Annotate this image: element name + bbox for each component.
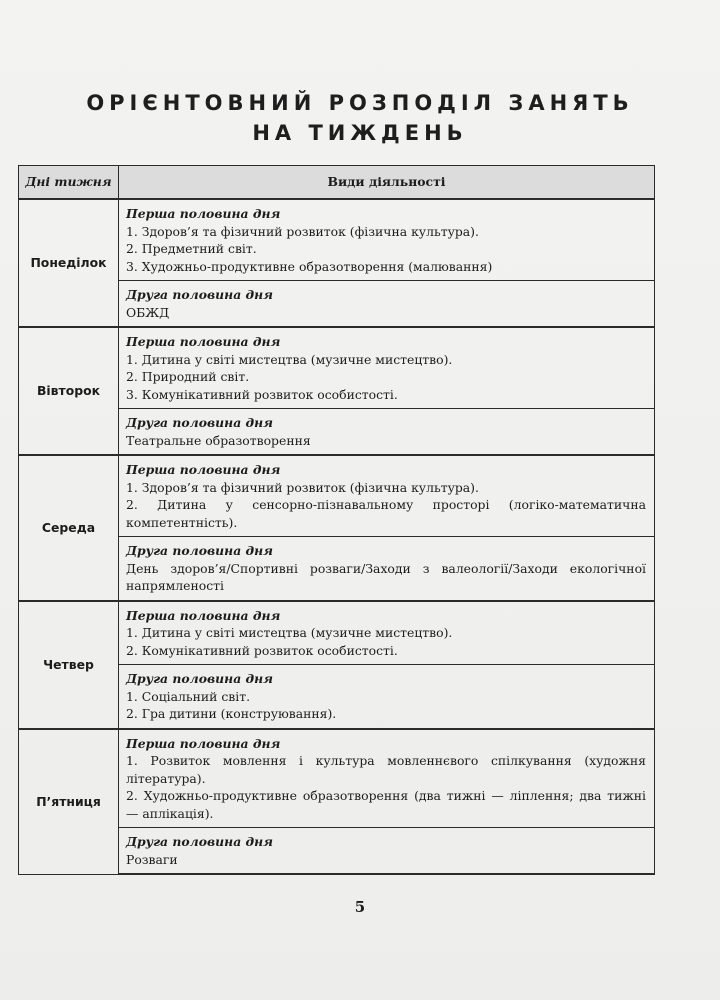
- page-number: 5: [354, 898, 366, 916]
- table-row: [19, 199, 655, 281]
- second-half-cell: [119, 665, 655, 729]
- day-cell-wednesday: Середа: [19, 455, 119, 601]
- activity-item: 2. Художньо-продуктивне образотворення (два тижні — ліплення; два тижні — аплікація).: [126, 788, 646, 821]
- title-line-2: НА ТИЖДЕНЬ: [252, 121, 468, 145]
- first-half-label: Перша половина дня: [126, 334, 281, 349]
- table-row: [19, 327, 655, 409]
- first-half-cell: [119, 729, 655, 828]
- second-half-cell: [119, 537, 655, 601]
- day-cell-monday: Понеділок: [19, 199, 119, 327]
- table-row: [19, 729, 655, 828]
- activity-item: 2. Дитина у сенсорно-пізнавальному просторі (логіко-математична компетентність).: [126, 497, 646, 530]
- activity-item: 1. Здоров’я та фізичний розвиток (фізична культура).: [126, 479, 479, 495]
- second-half-label: Друга половина дня: [126, 415, 274, 430]
- second-half-cell: [119, 409, 655, 456]
- first-half-label: Перша половина дня: [126, 462, 281, 477]
- second-half-label: Друга половина дня: [126, 543, 274, 558]
- day-cell-friday: П’ятниця: [19, 729, 119, 875]
- first-half-cell: [119, 327, 655, 409]
- title-line-1: ОРІЄНТОВНИЙ РОЗПОДІЛ ЗАНЯТЬ: [86, 91, 634, 115]
- activity-item: 1. Дитина у світі мистецтва (музичне мистецтво).: [126, 625, 453, 640]
- first-half-cell: [119, 199, 655, 281]
- activity-item: 3. Художньо-продуктивне образотворення (малювання): [126, 258, 493, 274]
- second-half-label: Друга половина дня: [126, 287, 274, 302]
- table-row: [19, 455, 655, 537]
- weekly-schedule-table: [18, 165, 655, 875]
- first-half-cell: [119, 455, 655, 537]
- table-header-row: [19, 166, 655, 200]
- activity-item: 1. Дитина у світі мистецтва (музичне мистецтво).: [126, 351, 453, 367]
- first-half-label: Перша половина дня: [126, 735, 281, 751]
- second-half-cell: [119, 828, 655, 875]
- header-days: Дні тижня: [19, 166, 119, 200]
- first-half-cell: [119, 601, 655, 665]
- activity-item: 1. Соціальний світ.: [126, 688, 251, 704]
- activity-item: Театральне образотворення: [126, 432, 311, 448]
- second-half-label: Друга половина дня: [126, 671, 274, 686]
- activity-item: День здоров’я/Спортивні розваги/Заходи з валеології/Заходи екологічної напрямленості: [126, 560, 646, 593]
- activity-item: 2. Гра дитини (конструювання).: [126, 706, 337, 721]
- table-row: [19, 601, 655, 665]
- header-activities: Види діяльності: [119, 166, 655, 200]
- first-half-label: Перша половина дня: [126, 607, 281, 623]
- activity-item: 3. Комунікативний розвиток особистості.: [126, 386, 398, 402]
- activity-item: Розваги: [126, 851, 178, 867]
- activity-item: 2. Природний світ.: [126, 369, 250, 384]
- activity-item: 2. Предметний світ.: [126, 241, 257, 256]
- activity-item: 1. Здоров’я та фізичний розвиток (фізична культура).: [126, 223, 479, 239]
- activity-item: 1. Розвиток мовлення і культура мовленнєвого спілкування (художня література).: [126, 753, 646, 786]
- second-half-label: Друга половина дня: [126, 834, 274, 849]
- page-title: [0, 88, 720, 148]
- second-half-cell: [119, 281, 655, 328]
- first-half-label: Перша половина дня: [126, 206, 281, 221]
- activity-item: ОБЖД: [126, 304, 170, 320]
- day-cell-tuesday: Вівторок: [19, 327, 119, 455]
- activity-item: 2. Комунікативний розвиток особистості.: [126, 642, 398, 658]
- day-cell-thursday: Четвер: [19, 601, 119, 729]
